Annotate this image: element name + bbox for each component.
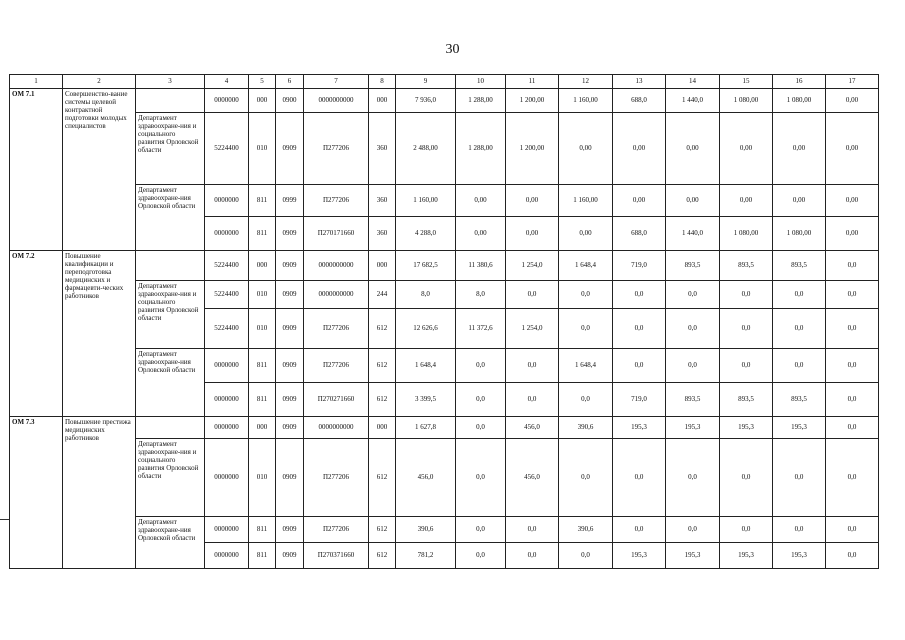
year-amount-cell: 0,0 xyxy=(666,439,720,517)
total-amount-cell: 1 160,00 xyxy=(396,185,456,217)
year-amount-cell: 0,0 xyxy=(559,543,613,569)
year-amount-cell: 0,0 xyxy=(506,349,559,383)
year-amount-cell: 1 254,0 xyxy=(506,309,559,349)
year-amount-cell: 1 080,00 xyxy=(773,217,826,251)
measure-code: ОМ 7.2 xyxy=(10,251,63,417)
year-amount-cell: 719,0 xyxy=(613,383,666,417)
year-amount-cell: 0,00 xyxy=(773,185,826,217)
year-amount-cell: 11 380,6 xyxy=(456,251,506,281)
kbk-rzpr-cell: 0909 xyxy=(276,417,304,439)
kbk-csr-cell: 0000000000 xyxy=(304,417,369,439)
year-amount-cell: 0,0 xyxy=(613,281,666,309)
year-amount-cell: 0,00 xyxy=(613,185,666,217)
kbk-csr-cell: П277206 xyxy=(304,349,369,383)
measure-code: ОМ 7.3 xyxy=(10,417,63,569)
year-amount-cell: 688,0 xyxy=(613,217,666,251)
year-amount-cell: 0,0 xyxy=(456,417,506,439)
page-number: 30 xyxy=(445,42,460,57)
year-amount-cell: 0,00 xyxy=(559,113,613,185)
measure-name: Повышение квалификации и переподготовка медицинских и фармацевти-ческих работников xyxy=(63,251,136,417)
year-amount-cell: 195,3 xyxy=(773,417,826,439)
kbk-vr-cell: 612 xyxy=(369,383,396,417)
year-amount-cell: 0,0 xyxy=(506,543,559,569)
table-row xyxy=(10,113,879,185)
kbk-rzpr-cell: 0909 xyxy=(276,217,304,251)
year-amount-cell: 1 160,00 xyxy=(559,89,613,113)
year-amount-cell: 0,0 xyxy=(506,517,559,543)
column-header: 14 xyxy=(666,75,720,89)
kbk-rzpr-cell: 0909 xyxy=(276,439,304,517)
year-amount-cell: 1 288,00 xyxy=(456,113,506,185)
year-amount-cell: 0,0 xyxy=(720,349,773,383)
kbk-grbs-cell: 811 xyxy=(249,543,276,569)
year-amount-cell: 0,0 xyxy=(773,349,826,383)
year-amount-cell: 195,3 xyxy=(720,417,773,439)
year-amount-cell: 0,00 xyxy=(826,185,879,217)
year-amount-cell: 0,0 xyxy=(773,281,826,309)
kbk-csr-cell: П270271660 xyxy=(304,383,369,417)
year-amount-cell: 390,6 xyxy=(559,517,613,543)
year-amount-cell: 893,5 xyxy=(666,251,720,281)
kbk-gp-cell: 0000000 xyxy=(205,89,249,113)
table-row xyxy=(10,281,879,309)
column-header: 12 xyxy=(559,75,613,89)
year-amount-cell: 456,0 xyxy=(506,439,559,517)
year-amount-cell: 0,00 xyxy=(720,113,773,185)
year-amount-cell: 1 288,00 xyxy=(456,89,506,113)
year-amount-cell: 1 200,00 xyxy=(506,113,559,185)
total-amount-cell: 8,0 xyxy=(396,281,456,309)
year-amount-cell: 0,00 xyxy=(826,113,879,185)
year-amount-cell: 893,5 xyxy=(666,383,720,417)
kbk-csr-cell: 0000000000 xyxy=(304,89,369,113)
year-amount-cell: 0,00 xyxy=(666,113,720,185)
executor-cell: Департамент здравоохране-ния и социального развития Орловской области xyxy=(136,113,205,185)
kbk-grbs-cell: 811 xyxy=(249,517,276,543)
kbk-grbs-cell: 010 xyxy=(249,281,276,309)
column-header: 5 xyxy=(249,75,276,89)
kbk-csr-cell: П277206 xyxy=(304,185,369,217)
year-amount-cell: 1 254,0 xyxy=(506,251,559,281)
year-amount-cell: 0,00 xyxy=(613,113,666,185)
year-amount-cell: 0,00 xyxy=(506,217,559,251)
kbk-csr-cell: П277206 xyxy=(304,517,369,543)
measure-code: ОМ 7.1 xyxy=(10,89,63,251)
table-row xyxy=(10,89,879,113)
measure-name: Повышение престижа медицинских работников xyxy=(63,417,136,569)
year-amount-cell: 195,3 xyxy=(613,417,666,439)
year-amount-cell: 1 440,0 xyxy=(666,217,720,251)
year-amount-cell: 1 200,00 xyxy=(506,89,559,113)
kbk-rzpr-cell: 0909 xyxy=(276,517,304,543)
table-row xyxy=(10,251,879,281)
executor-cell: Департамент здравоохране-ния и социального развития Орловской области xyxy=(136,439,205,517)
year-amount-cell: 0,0 xyxy=(559,383,613,417)
total-amount-cell: 1 648,4 xyxy=(396,349,456,383)
year-amount-cell: 893,5 xyxy=(773,383,826,417)
year-amount-cell: 0,0 xyxy=(826,349,879,383)
kbk-grbs-cell: 000 xyxy=(249,417,276,439)
year-amount-cell: 0,00 xyxy=(506,185,559,217)
executor-cell: Департамент здравоохране-ния Орловской области xyxy=(136,349,205,417)
kbk-grbs-cell: 811 xyxy=(249,349,276,383)
total-amount-cell: 12 626,6 xyxy=(396,309,456,349)
year-amount-cell: 0,0 xyxy=(720,517,773,543)
kbk-csr-cell: П270371660 xyxy=(304,543,369,569)
year-amount-cell: 0,0 xyxy=(559,281,613,309)
year-amount-cell: 0,00 xyxy=(826,89,879,113)
executor-cell xyxy=(136,89,205,113)
column-header: 11 xyxy=(506,75,559,89)
kbk-csr-cell: П277206 xyxy=(304,113,369,185)
kbk-grbs-cell: 010 xyxy=(249,439,276,517)
year-amount-cell: 0,00 xyxy=(720,185,773,217)
executor-cell: Департамент здравоохране-ния Орловской области xyxy=(136,185,205,251)
year-amount-cell: 0,0 xyxy=(613,517,666,543)
column-header: 2 xyxy=(63,75,136,89)
kbk-csr-cell: П277206 xyxy=(304,439,369,517)
table-row xyxy=(10,439,879,517)
kbk-rzpr-cell: 0909 xyxy=(276,251,304,281)
year-amount-cell: 688,0 xyxy=(613,89,666,113)
kbk-grbs-cell: 000 xyxy=(249,89,276,113)
kbk-vr-cell: 000 xyxy=(369,417,396,439)
table-row xyxy=(10,185,879,217)
year-amount-cell: 0,0 xyxy=(826,417,879,439)
year-amount-cell: 0,0 xyxy=(613,439,666,517)
year-amount-cell: 893,5 xyxy=(773,251,826,281)
year-amount-cell: 0,0 xyxy=(826,251,879,281)
kbk-csr-cell: 0000000000 xyxy=(304,251,369,281)
kbk-vr-cell: 612 xyxy=(369,517,396,543)
table-row xyxy=(10,517,879,543)
kbk-vr-cell: 360 xyxy=(369,113,396,185)
executor-cell: Департамент здравоохране-ния Орловской области xyxy=(136,517,205,569)
column-header: 13 xyxy=(613,75,666,89)
executor-cell xyxy=(136,251,205,281)
year-amount-cell: 0,0 xyxy=(773,517,826,543)
executor-cell: Департамент здравоохране-ния и социального развития Орловской области xyxy=(136,281,205,349)
year-amount-cell: 0,0 xyxy=(613,309,666,349)
budget-table xyxy=(9,74,879,569)
column-header: 10 xyxy=(456,75,506,89)
year-amount-cell: 195,3 xyxy=(613,543,666,569)
kbk-vr-cell: 000 xyxy=(369,251,396,281)
year-amount-cell: 11 372,6 xyxy=(456,309,506,349)
kbk-vr-cell: 612 xyxy=(369,543,396,569)
kbk-gp-cell: 0000000 xyxy=(205,439,249,517)
kbk-gp-cell: 0000000 xyxy=(205,349,249,383)
table-row xyxy=(10,349,879,383)
year-amount-cell: 0,0 xyxy=(826,517,879,543)
year-amount-cell: 0,0 xyxy=(666,281,720,309)
kbk-vr-cell: 244 xyxy=(369,281,396,309)
year-amount-cell: 0,00 xyxy=(773,113,826,185)
kbk-grbs-cell: 811 xyxy=(249,185,276,217)
kbk-gp-cell: 5224400 xyxy=(205,309,249,349)
column-header: 6 xyxy=(276,75,304,89)
year-amount-cell: 0,00 xyxy=(456,185,506,217)
kbk-rzpr-cell: 0999 xyxy=(276,185,304,217)
year-amount-cell: 8,0 xyxy=(456,281,506,309)
kbk-gp-cell: 5224400 xyxy=(205,281,249,309)
kbk-vr-cell: 612 xyxy=(369,439,396,517)
year-amount-cell: 195,3 xyxy=(720,543,773,569)
measure-name: Совершенство-вание системы целевой контрактной подготовки молодых специалистов xyxy=(63,89,136,251)
table-row xyxy=(10,417,879,439)
kbk-vr-cell: 360 xyxy=(369,185,396,217)
total-amount-cell: 1 627,8 xyxy=(396,417,456,439)
year-amount-cell: 0,0 xyxy=(773,439,826,517)
year-amount-cell: 0,0 xyxy=(826,543,879,569)
year-amount-cell: 0,0 xyxy=(456,439,506,517)
column-header: 3 xyxy=(136,75,205,89)
year-amount-cell: 0,0 xyxy=(826,309,879,349)
year-amount-cell: 0,0 xyxy=(456,383,506,417)
kbk-rzpr-cell: 0909 xyxy=(276,281,304,309)
total-amount-cell: 17 682,5 xyxy=(396,251,456,281)
kbk-grbs-cell: 010 xyxy=(249,309,276,349)
year-amount-cell: 0,0 xyxy=(720,281,773,309)
total-amount-cell: 7 936,0 xyxy=(396,89,456,113)
column-header-row xyxy=(10,75,879,89)
column-header: 15 xyxy=(720,75,773,89)
kbk-rzpr-cell: 0909 xyxy=(276,309,304,349)
executor-cell xyxy=(136,417,205,439)
kbk-csr-cell: П277206 xyxy=(304,309,369,349)
year-amount-cell: 0,0 xyxy=(506,383,559,417)
year-amount-cell: 1 648,4 xyxy=(559,251,613,281)
total-amount-cell: 781,2 xyxy=(396,543,456,569)
year-amount-cell: 0,00 xyxy=(666,185,720,217)
year-amount-cell: 0,0 xyxy=(720,439,773,517)
kbk-grbs-cell: 000 xyxy=(249,251,276,281)
year-amount-cell: 456,0 xyxy=(506,417,559,439)
kbk-vr-cell: 612 xyxy=(369,349,396,383)
year-amount-cell: 195,3 xyxy=(773,543,826,569)
year-amount-cell: 0,0 xyxy=(559,439,613,517)
year-amount-cell: 1 080,00 xyxy=(720,217,773,251)
year-amount-cell: 0,0 xyxy=(666,517,720,543)
column-header: 7 xyxy=(304,75,369,89)
total-amount-cell: 456,0 xyxy=(396,439,456,517)
kbk-gp-cell: 0000000 xyxy=(205,517,249,543)
year-amount-cell: 0,0 xyxy=(559,309,613,349)
year-amount-cell: 719,0 xyxy=(613,251,666,281)
kbk-grbs-cell: 811 xyxy=(249,383,276,417)
total-amount-cell: 390,6 xyxy=(396,517,456,543)
year-amount-cell: 0,00 xyxy=(826,217,879,251)
year-amount-cell: 0,00 xyxy=(559,217,613,251)
kbk-grbs-cell: 811 xyxy=(249,217,276,251)
kbk-vr-cell: 360 xyxy=(369,217,396,251)
column-header: 17 xyxy=(826,75,879,89)
kbk-rzpr-cell: 0900 xyxy=(276,89,304,113)
kbk-csr-cell: 0000000000 xyxy=(304,281,369,309)
column-header: 8 xyxy=(369,75,396,89)
year-amount-cell: 0,0 xyxy=(826,383,879,417)
kbk-csr-cell: П270171660 xyxy=(304,217,369,251)
year-amount-cell: 0,0 xyxy=(826,439,879,517)
year-amount-cell: 390,6 xyxy=(559,417,613,439)
kbk-gp-cell: 0000000 xyxy=(205,383,249,417)
year-amount-cell: 1 440,0 xyxy=(666,89,720,113)
column-header: 16 xyxy=(773,75,826,89)
year-amount-cell: 195,3 xyxy=(666,417,720,439)
year-amount-cell: 0,0 xyxy=(613,349,666,383)
kbk-vr-cell: 612 xyxy=(369,309,396,349)
year-amount-cell: 1 080,00 xyxy=(720,89,773,113)
year-amount-cell: 0,0 xyxy=(666,349,720,383)
kbk-vr-cell: 000 xyxy=(369,89,396,113)
year-amount-cell: 893,5 xyxy=(720,251,773,281)
column-header: 9 xyxy=(396,75,456,89)
year-amount-cell: 195,3 xyxy=(666,543,720,569)
kbk-grbs-cell: 010 xyxy=(249,113,276,185)
year-amount-cell: 0,0 xyxy=(720,309,773,349)
kbk-rzpr-cell: 0909 xyxy=(276,349,304,383)
total-amount-cell: 4 288,0 xyxy=(396,217,456,251)
kbk-gp-cell: 5224400 xyxy=(205,113,249,185)
year-amount-cell: 893,5 xyxy=(720,383,773,417)
year-amount-cell: 0,0 xyxy=(773,309,826,349)
kbk-gp-cell: 0000000 xyxy=(205,543,249,569)
kbk-rzpr-cell: 0909 xyxy=(276,113,304,185)
kbk-gp-cell: 5224400 xyxy=(205,251,249,281)
margin-tick xyxy=(0,519,9,520)
kbk-rzpr-cell: 0909 xyxy=(276,383,304,417)
year-amount-cell: 0,0 xyxy=(456,349,506,383)
kbk-gp-cell: 0000000 xyxy=(205,417,249,439)
year-amount-cell: 1 160,00 xyxy=(559,185,613,217)
year-amount-cell: 0,00 xyxy=(456,217,506,251)
column-header: 1 xyxy=(10,75,63,89)
year-amount-cell: 1 080,00 xyxy=(773,89,826,113)
kbk-gp-cell: 0000000 xyxy=(205,185,249,217)
year-amount-cell: 0,0 xyxy=(456,517,506,543)
year-amount-cell: 0,0 xyxy=(456,543,506,569)
total-amount-cell: 3 399,5 xyxy=(396,383,456,417)
column-header: 4 xyxy=(205,75,249,89)
kbk-gp-cell: 0000000 xyxy=(205,217,249,251)
year-amount-cell: 0,0 xyxy=(666,309,720,349)
year-amount-cell: 1 648,4 xyxy=(559,349,613,383)
year-amount-cell: 0,0 xyxy=(506,281,559,309)
year-amount-cell: 0,0 xyxy=(826,281,879,309)
total-amount-cell: 2 488,00 xyxy=(396,113,456,185)
kbk-rzpr-cell: 0909 xyxy=(276,543,304,569)
